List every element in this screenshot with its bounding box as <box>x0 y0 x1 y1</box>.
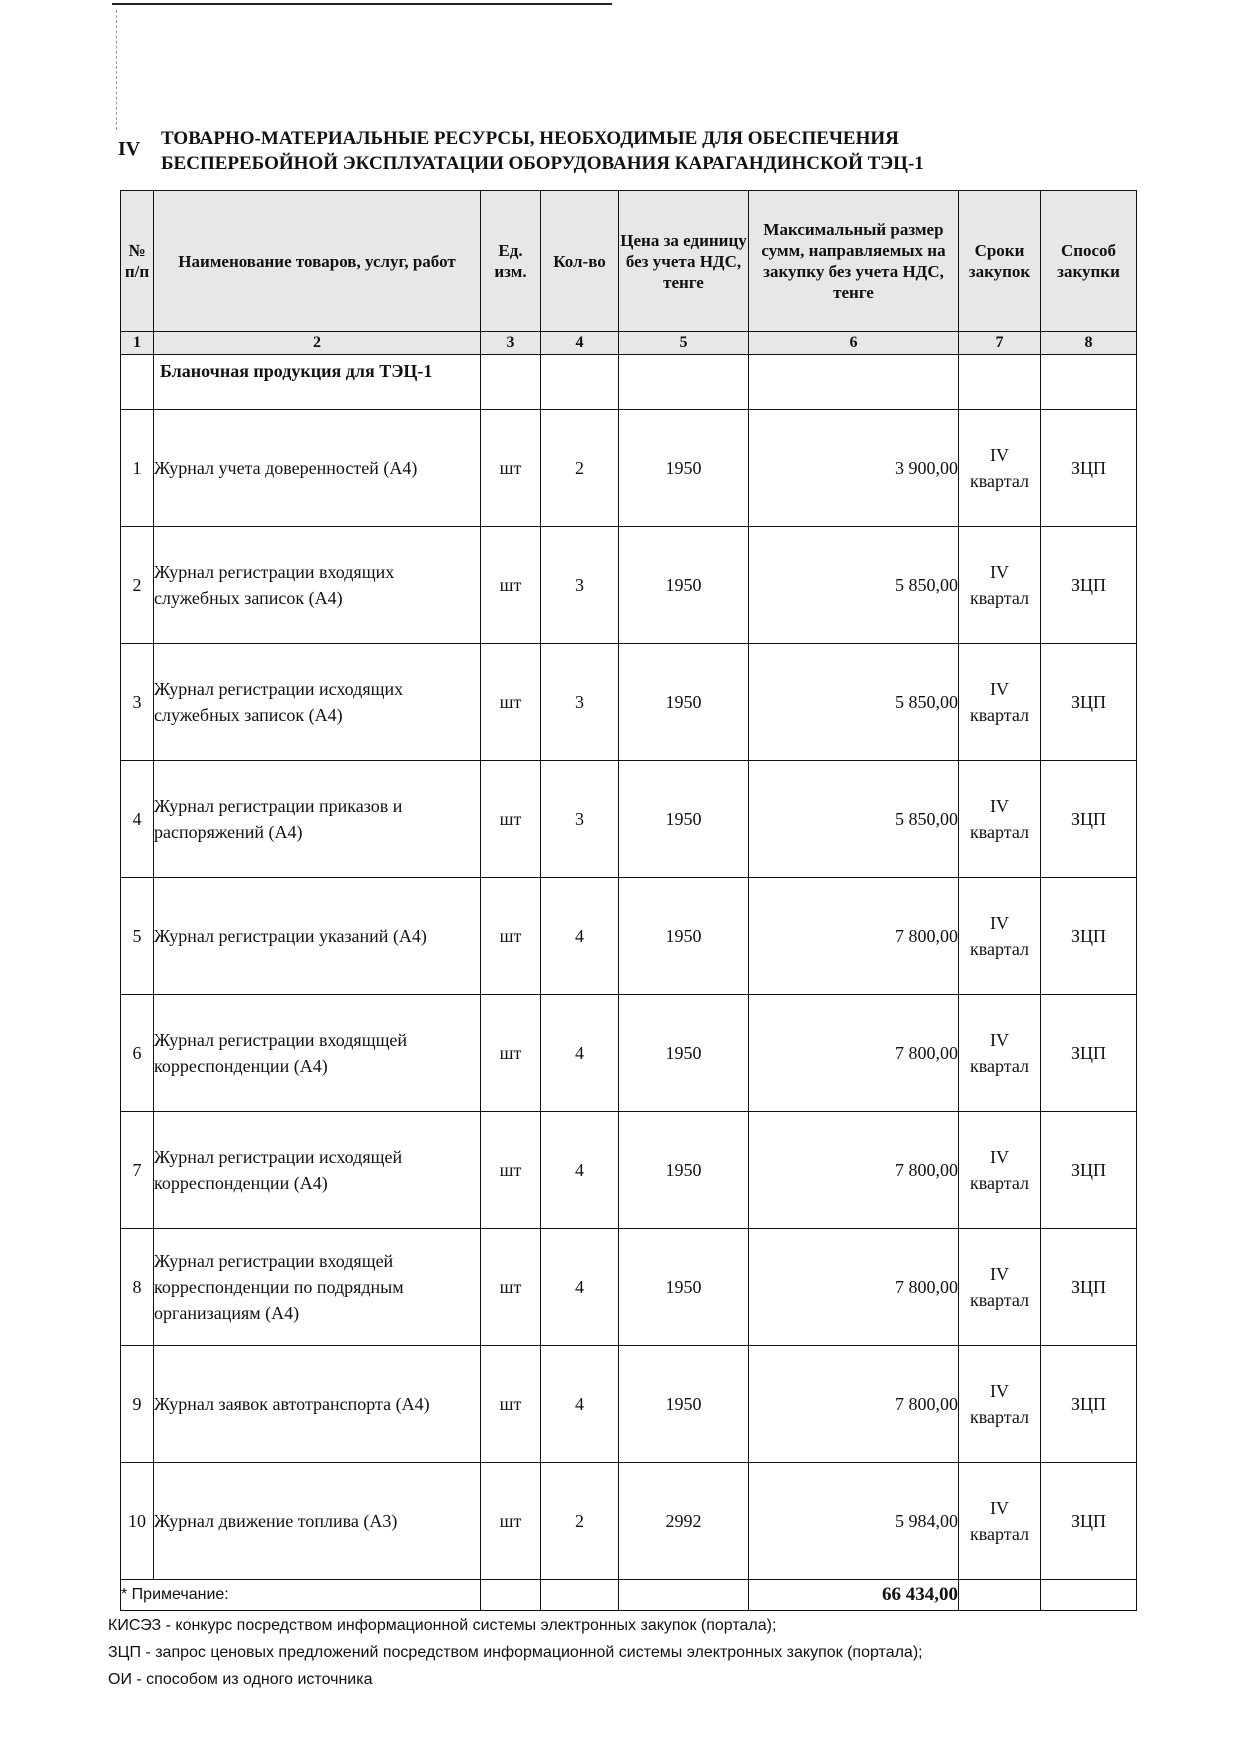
procurement-term <box>959 527 1041 644</box>
term-word: квартал <box>970 822 1029 842</box>
amount: 7 800,00 <box>749 995 959 1112</box>
unit-price: 1950 <box>619 761 749 878</box>
quantity: 4 <box>541 1112 619 1229</box>
table-row <box>121 1112 1137 1229</box>
item-name: Журнал регистрации входящей корреспонденции по подрядным организациям (А4) <box>154 1229 481 1346</box>
item-rows <box>121 410 1137 1580</box>
header-qty: Кол-во <box>541 191 619 332</box>
row-number: 9 <box>121 1346 154 1463</box>
item-name: Журнал регистрации исходящей корреспонденции (А4) <box>154 1112 481 1229</box>
term-word: квартал <box>970 939 1029 959</box>
legend-line: ОИ - способом из одного источника <box>108 1671 373 1688</box>
unit-price: 1950 <box>619 1112 749 1229</box>
unit: шт <box>481 995 541 1112</box>
unit: шт <box>481 410 541 527</box>
term-quarter: IV <box>990 445 1009 465</box>
group-row <box>121 355 1137 410</box>
column-number: 5 <box>619 332 749 355</box>
table-row <box>121 995 1137 1112</box>
column-number: 7 <box>959 332 1041 355</box>
table-header-row <box>121 191 1137 332</box>
quantity: 4 <box>541 878 619 995</box>
item-name: Журнал заявок автотранспорта (А4) <box>154 1346 481 1463</box>
procurement-method: ЗЦП <box>1041 1112 1137 1229</box>
amount: 5 850,00 <box>749 761 959 878</box>
unit-price: 1950 <box>619 527 749 644</box>
amount: 7 800,00 <box>749 1112 959 1229</box>
scan-margin-mark <box>116 10 118 130</box>
term-word: квартал <box>970 1407 1029 1427</box>
header-unit: Ед. изм. <box>481 191 541 332</box>
amount: 7 800,00 <box>749 878 959 995</box>
amount: 5 850,00 <box>749 527 959 644</box>
column-number: 1 <box>121 332 154 355</box>
procurement-method: ЗЦП <box>1041 410 1137 527</box>
procurement-method: ЗЦП <box>1041 1463 1137 1580</box>
header-amount: Максимальный размер сумм, направляемых на закупку без учета НДС, тенге <box>749 191 959 332</box>
procurement-method: ЗЦП <box>1041 1229 1137 1346</box>
total-amount: 66 434,00 <box>749 1580 959 1611</box>
row-number: 8 <box>121 1229 154 1346</box>
term-word: квартал <box>970 1524 1029 1544</box>
term-quarter: IV <box>990 1147 1009 1167</box>
column-number: 3 <box>481 332 541 355</box>
term-word: квартал <box>970 705 1029 725</box>
row-number: 4 <box>121 761 154 878</box>
term-word: квартал <box>970 588 1029 608</box>
unit: шт <box>481 1463 541 1580</box>
unit: шт <box>481 1346 541 1463</box>
item-name: Журнал регистрации исходящих служебных записок (А4) <box>154 644 481 761</box>
header-num: № п/п <box>121 191 154 332</box>
column-number: 4 <box>541 332 619 355</box>
legend-line: ЗЦП - запрос ценовых предложений посредством информационной системы электронных закупок (портала); <box>108 1644 923 1661</box>
scan-top-line <box>112 3 612 5</box>
term-quarter: IV <box>990 562 1009 582</box>
unit: шт <box>481 1229 541 1346</box>
quantity: 4 <box>541 1229 619 1346</box>
table-row <box>121 1229 1137 1346</box>
row-number: 6 <box>121 995 154 1112</box>
unit-price: 1950 <box>619 1229 749 1346</box>
term-word: квартал <box>970 1056 1029 1076</box>
header-price: Цена за единицу без учета НДС, тенге <box>619 191 749 332</box>
item-name: Журнал регистрации входящщей корреспонденции (А4) <box>154 995 481 1112</box>
item-name: Журнал регистрации приказов и распоряжений (А4) <box>154 761 481 878</box>
document-title <box>161 126 1061 176</box>
quantity: 4 <box>541 1346 619 1463</box>
row-number: 10 <box>121 1463 154 1580</box>
column-number: 2 <box>154 332 481 355</box>
legend <box>108 1612 923 1693</box>
quantity: 2 <box>541 1463 619 1580</box>
procurement-method: ЗЦП <box>1041 761 1137 878</box>
term-quarter: IV <box>990 679 1009 699</box>
procurement-term <box>959 1112 1041 1229</box>
table-row <box>121 644 1137 761</box>
term-quarter: IV <box>990 1498 1009 1518</box>
row-number: 3 <box>121 644 154 761</box>
unit-price: 1950 <box>619 878 749 995</box>
unit-price: 2992 <box>619 1463 749 1580</box>
title-line-1: ТОВАРНО-МАТЕРИАЛЬНЫЕ РЕСУРСЫ, НЕОБХОДИМЫЕ ДЛЯ ОБЕСПЕЧЕНИЯ <box>161 128 899 149</box>
procurement-term <box>959 761 1041 878</box>
total-row <box>121 1580 1137 1611</box>
row-number: 1 <box>121 410 154 527</box>
section-number: IV <box>118 138 141 160</box>
item-name: Журнал движение топлива (А3) <box>154 1463 481 1580</box>
procurement-term <box>959 1229 1041 1346</box>
quantity: 3 <box>541 644 619 761</box>
procurement-method: ЗЦП <box>1041 644 1137 761</box>
procurement-method: ЗЦП <box>1041 1346 1137 1463</box>
term-quarter: IV <box>990 1030 1009 1050</box>
term-word: квартал <box>970 1290 1029 1310</box>
procurement-term <box>959 410 1041 527</box>
term-word: квартал <box>970 471 1029 491</box>
item-name: Журнал учета доверенностей (А4) <box>154 410 481 527</box>
term-quarter: IV <box>990 1381 1009 1401</box>
row-number: 5 <box>121 878 154 995</box>
unit-price: 1950 <box>619 410 749 527</box>
procurement-term <box>959 1346 1041 1463</box>
item-name: Журнал регистрации входящих служебных записок (А4) <box>154 527 481 644</box>
unit: шт <box>481 1112 541 1229</box>
procurement-method: ЗЦП <box>1041 527 1137 644</box>
unit: шт <box>481 761 541 878</box>
procurement-term <box>959 644 1041 761</box>
item-name: Журнал регистрации указаний (А4) <box>154 878 481 995</box>
procurement-term <box>959 1463 1041 1580</box>
unit: шт <box>481 644 541 761</box>
procurement-term <box>959 995 1041 1112</box>
term-quarter: IV <box>990 1264 1009 1284</box>
title-line-2: БЕСПЕРЕБОЙНОЙ ЭКСПЛУАТАЦИИ ОБОРУДОВАНИЯ КАРАГАНДИНСКОЙ ТЭЦ-1 <box>161 153 924 174</box>
note-label: * Примечание: <box>121 1580 481 1611</box>
procurement-term <box>959 878 1041 995</box>
column-number: 6 <box>749 332 959 355</box>
procurement-method: ЗЦП <box>1041 995 1137 1112</box>
amount: 5 850,00 <box>749 644 959 761</box>
table-row <box>121 878 1137 995</box>
amount: 7 800,00 <box>749 1229 959 1346</box>
table-row <box>121 410 1137 527</box>
unit: шт <box>481 878 541 995</box>
term-quarter: IV <box>990 913 1009 933</box>
table-row <box>121 1346 1137 1463</box>
unit-price: 1950 <box>619 1346 749 1463</box>
header-term: Сроки закупок <box>959 191 1041 332</box>
row-number: 2 <box>121 527 154 644</box>
legend-line: КИСЭЗ - конкурс посредством информационной системы электронных закупок (портала); <box>108 1617 777 1634</box>
procurement-method: ЗЦП <box>1041 878 1137 995</box>
quantity: 2 <box>541 410 619 527</box>
quantity: 3 <box>541 761 619 878</box>
unit-price: 1950 <box>619 644 749 761</box>
header-method: Способ закупки <box>1041 191 1137 332</box>
table-row <box>121 1463 1137 1580</box>
column-number: 8 <box>1041 332 1137 355</box>
table-row <box>121 761 1137 878</box>
procurement-table <box>120 190 1137 1611</box>
group-title: Бланочная продукция для ТЭЦ-1 <box>154 355 481 410</box>
term-quarter: IV <box>990 796 1009 816</box>
amount: 7 800,00 <box>749 1346 959 1463</box>
header-name: Наименование товаров, услуг, работ <box>154 191 481 332</box>
unit: шт <box>481 527 541 644</box>
amount: 3 900,00 <box>749 410 959 527</box>
amount: 5 984,00 <box>749 1463 959 1580</box>
row-number: 7 <box>121 1112 154 1229</box>
quantity: 4 <box>541 995 619 1112</box>
table-row <box>121 527 1137 644</box>
unit-price: 1950 <box>619 995 749 1112</box>
column-number-row <box>121 332 1137 355</box>
term-word: квартал <box>970 1173 1029 1193</box>
quantity: 3 <box>541 527 619 644</box>
